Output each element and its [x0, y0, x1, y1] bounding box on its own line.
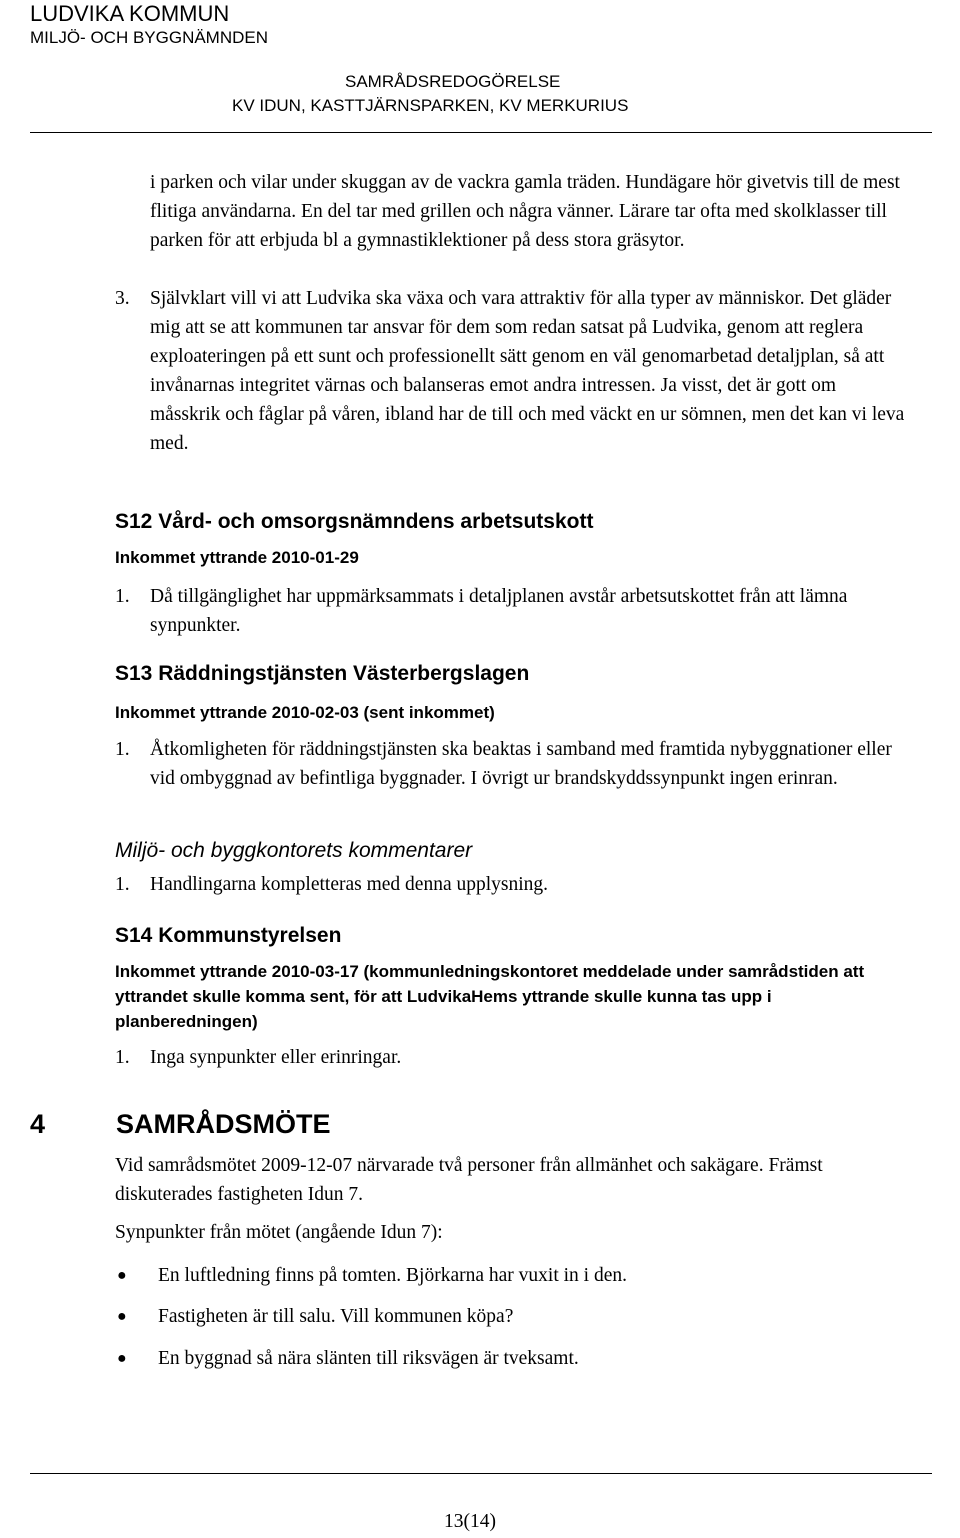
- intro-item-3: [115, 284, 910, 458]
- bullet-icon: ●: [117, 1267, 127, 1284]
- footer-divider: [30, 1473, 932, 1474]
- s14-heading: S14 Kommunstyrelsen: [115, 924, 342, 947]
- department-name: MILJÖ- OCH BYGGNÄMNDEN: [30, 28, 269, 47]
- s13-item-1: [115, 735, 910, 793]
- item-number: 1.: [115, 586, 130, 607]
- item-number: 1.: [115, 1047, 130, 1068]
- item-text: Då tillgänglighet har uppmärksammats i detaljplanen avstår arbetsutskottet från att lämna synpunkter.: [150, 586, 848, 636]
- item-text: Åtkomligheten för räddningstjänsten ska beaktas i samband med framtida nybyggnationer eller vid ombyggnad av befintliga byggnader. I övrigt ur brandskyddssynpunkt ingen erinran.: [150, 739, 892, 789]
- bullet-icon: ●: [117, 1308, 127, 1325]
- s14-item-1: [115, 1043, 910, 1072]
- list-item: [115, 1344, 915, 1373]
- list-item: [115, 1261, 915, 1290]
- chapter-title: SAMRÅDSMÖTE: [116, 1109, 331, 1139]
- page-number: 13(14): [444, 1511, 496, 1532]
- list-item-text: Fastigheten är till salu. Vill kommunen köpa?: [158, 1306, 514, 1327]
- item-text: Självklart vill vi att Ludvika ska växa och vara attraktiv för alla typer av människor. Det gläder mig att se att kommunen tar ansvar för dem som redan satsat på Ludvika, genom att reglera exploateringen på ett sunt och professionellt sätt genom en väl genomarbetad detaljplan, så att invånarnas integritet värnas och balanseras emot andra intressen. Ja visst, det är gott om måsskrik och fåglar på våren, ibland har de till och med väckt en ur sömnen, men det kan vi leva med.: [150, 288, 905, 454]
- intro-continuation-paragraph: i parken och vilar under skuggan av de vackra gamla träden. Hundägare hör givetvis till de mest flitiga användarna. En del tar med grillen och några vänner. Lärare tar ofta med skolklasser till parken för att erbjuda bl a gymnastiklektioner på dess stora gräsytor.: [150, 172, 900, 251]
- s13-comment-item-1: [115, 870, 910, 899]
- item-number: 3.: [115, 288, 130, 309]
- s13-heading: S13 Räddningstjänsten Västerbergslagen: [115, 662, 530, 685]
- s13-comment-heading: Miljö- och byggkontorets kommentarer: [115, 839, 473, 862]
- chapter-4-heading: [30, 1108, 331, 1140]
- item-text: Inga synpunkter eller erinringar.: [150, 1047, 402, 1068]
- organization-name: LUDVIKA KOMMUN: [30, 1, 230, 26]
- header-divider: [30, 132, 932, 133]
- meeting-points-intro: Synpunkter från mötet (angående Idun 7):: [115, 1222, 443, 1243]
- chapter-4-paragraph: Vid samrådsmötet 2009-12-07 närvarade två personer från allmänhet och sakägare. Främst diskuterades fastigheten Idun 7.: [115, 1155, 823, 1205]
- list-item-text: En byggnad så nära slänten till riksvägen är tveksamt.: [158, 1348, 579, 1369]
- list-item: [115, 1302, 915, 1331]
- list-item-text: En luftledning finns på tomten. Björkarna har vuxit in i den.: [158, 1265, 627, 1286]
- item-number: 1.: [115, 874, 130, 895]
- s13-received-date: Inkommet yttrande 2010-02-03 (sent inkommet): [115, 703, 495, 722]
- s12-received-date: Inkommet yttrande 2010-01-29: [115, 548, 359, 567]
- item-text: Handlingarna kompletteras med denna upplysning.: [150, 874, 549, 895]
- document-title: SAMRÅDSREDOGÖRELSE: [345, 72, 561, 91]
- s12-item-1: [115, 582, 910, 640]
- document-subtitle: KV IDUN, KASTTJÄRNSPARKEN, KV MERKURIUS: [232, 96, 629, 115]
- chapter-number: 4: [30, 1109, 46, 1139]
- s12-heading: S12 Vård- och omsorgsnämndens arbetsutskott: [115, 510, 594, 533]
- item-number: 1.: [115, 739, 130, 760]
- s14-received-date: Inkommet yttrande 2010-03-17 (kommunledningskontoret meddelade under samrådstiden att yttrandet skulle komma sent, för att LudvikaHems yttrande skulle kunna tas upp i planberedningen): [115, 962, 865, 1031]
- bullet-icon: ●: [117, 1350, 127, 1367]
